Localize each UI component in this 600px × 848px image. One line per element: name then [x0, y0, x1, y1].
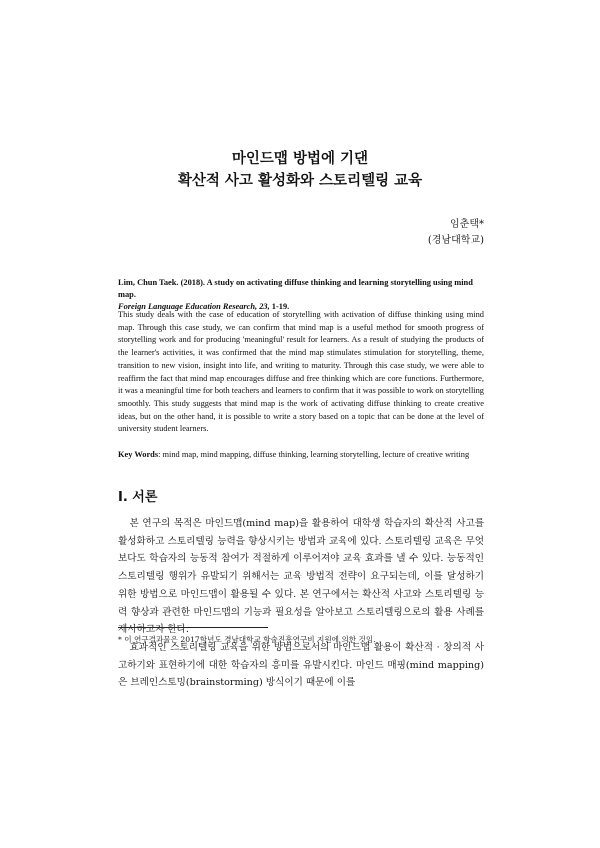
body-paragraph-2: 효과적인 스토리텔링 교육을 위한 방법으로서의 마인드맵 활용이 확산적 · 창의적 사고하기와 표현하기에 대한 학습자의 흥미를 유발시킨다. 마인드 매핑(mind mapping)은 브레인스토밍(brainstorming) 방식이기 때문에 이를 — [118, 641, 484, 689]
keywords-label: Key Words — [118, 450, 159, 459]
paper-title-line-2: 확산적 사고 활성화와 스토리텔링 교육 — [177, 173, 423, 189]
paper-title-line-1: 마인드맵 방법에 기댄 — [231, 151, 369, 167]
citation-journal: Foreign Language Education Research, 23, — [118, 302, 270, 311]
author-name: 임춘택* — [450, 219, 484, 230]
keywords — [118, 450, 488, 459]
abstract: This study deals with the case of education of storytelling with activation of diffuse thinking using mind map. Through this case study, we can confirm that mind map is a useful method for smooth progress of storytelling work and for producing 'meaningful' result for learners. As a result of studying the products of the learner's activities, it was confirmed that the mind map stimulates stimulation for storytelling, theme, transition to new vision, insight into life, and writing to maturity. Through this case study, we were able to reaffirm the fact that mind map encourages diffuse and free thinking which are core functions. Furthermore, it was a meaningful time for both teachers and learners to confirm that it was possible to work on storytelling smoothly. This study suggests that mind map is the work of activating diffuse thinking to create creative ideas, but on the other hand, it is possible to write a story based on a topic that can be done at the level of university student learners. — [118, 310, 484, 434]
author-affiliation: (경남대학교) — [427, 235, 484, 246]
footnote-divider — [118, 627, 268, 628]
section-heading: I. 서론 — [118, 490, 158, 505]
citation — [118, 277, 488, 313]
keywords-text: : mind map, mind mapping, diffuse thinking, learning storytelling, lecture of creative writing — [158, 450, 470, 459]
body-paragraph-1: 본 연구의 목적은 마인드맵(mind map)을 활용하여 대학생 학습자의 확산적 사고를 활성화하고 스토리텔링 능력을 향상시키는 방법과 교육에 있다. 스토리텔링 교육은 무엇보다도 학습자의 능동적 참여가 적절하게 이루어져야 교육 효과를 낼 수 있다. 능동적인 스토리텔링 행위가 유발되기 위해서는 교육 방법적 전략이 요구되는데, 이를 달성하기 위한 방법으로 마인드맵이 활용될 수 있다. 본 연구에서는 확산적 사고와 스토리텔링 능력 향상과 관련한 마인드맵의 기능과 필요성을 알아보고 스토리텔링으로의 활용 사례를 제시하고자 한다. — [118, 518, 484, 636]
citation-main: Lim, Chun Taek. (2018). A study on activating diffuse thinking and learning storytelling using mind map. — [118, 278, 473, 299]
body-text — [118, 515, 484, 692]
footnote: * 이 연구결과물은 2017학년도 경남대학교 학술진흥연구비 지원에 의한 것임. — [118, 635, 376, 644]
citation-pages: 1-19. — [269, 302, 290, 311]
